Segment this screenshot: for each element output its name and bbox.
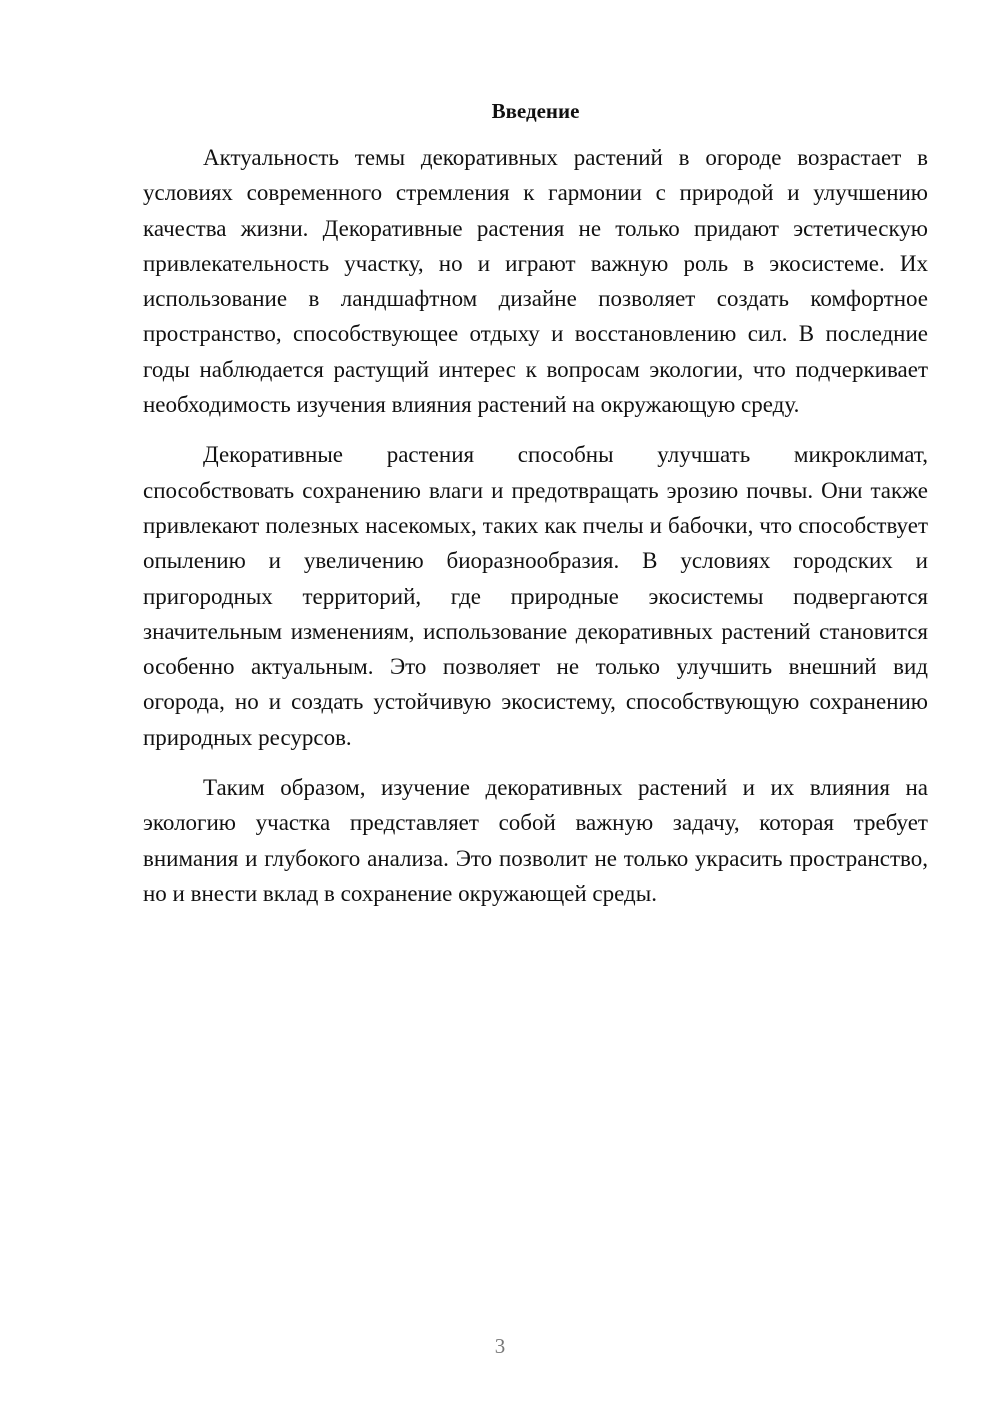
section-title: Введение bbox=[491, 99, 580, 123]
paragraph-2: Декоративные растения способны улучшать микроклимат, способствовать сохранению влаги и предотвращать эрозию почвы. Они также привлекают полезных насекомых, таких как пчелы и бабочки, что способствует опылению и увеличению биоразнообразия. В условиях городских и пригородных территорий, где природные экосистемы подвергаются значительным изменениям, использование декоративных растений становится особенно актуальным. Это позволяет не только улучшить внешний вид огорода, но и создать устойчивую экосистему, способствующую сохранению природных ресурсов. bbox=[143, 442, 928, 750]
page-number: 3 bbox=[494, 1334, 506, 1358]
page-content bbox=[143, 96, 928, 926]
paragraph-1: Актуальность темы декоративных растений в огороде возрастает в условиях современного стремления к гармонии с природой и улучшению качества жизни. Декоративные растения не только придают эстетическую привлекательность участку, но и играют важную роль в экосистеме. Их использование в ландшафтном дизайне позволяет создать комфортное пространство, способствующее отдыху и восстановлению сил. В последние годы наблюдается растущий интерес к вопросам экологии, что подчеркивает необходимость изучения влияния растений на окружающую среду. bbox=[143, 145, 928, 418]
paragraph-3: Таким образом, изучение декоративных растений и их влияния на экологию участка представляет собой важную задачу, которая требует внимания и глубокого анализа. Это позволит не только украсить пространство, но и внести вклад в сохранение окружающей среды. bbox=[143, 775, 928, 906]
